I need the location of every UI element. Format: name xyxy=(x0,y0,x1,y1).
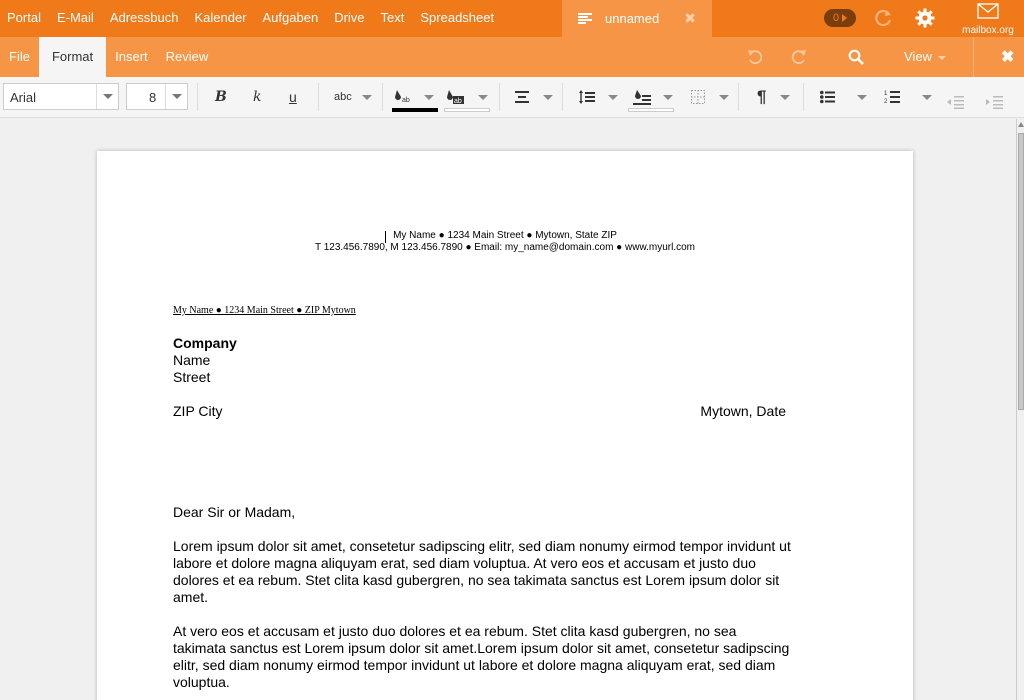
bullet-list-icon xyxy=(820,90,835,104)
svg-text:1: 1 xyxy=(884,91,888,97)
gear-icon[interactable] xyxy=(915,8,935,28)
app-portal[interactable]: Portal xyxy=(7,10,41,25)
svg-text:ab: ab xyxy=(454,98,462,105)
app-text[interactable]: Text xyxy=(380,10,405,25)
chevron-down-icon xyxy=(938,56,946,60)
divider xyxy=(803,83,804,111)
document-tab[interactable] xyxy=(562,0,712,37)
paragraph-fill-swatch xyxy=(628,108,674,112)
numbered-list-button[interactable] xyxy=(884,85,932,109)
chevron-right-icon xyxy=(842,14,847,22)
italic-button[interactable]: k xyxy=(253,89,262,105)
increase-indent-icon[interactable] xyxy=(986,90,1003,114)
tab-format[interactable]: Format xyxy=(39,37,106,77)
tab-review[interactable]: Review xyxy=(165,49,209,64)
tab-insert[interactable]: Insert xyxy=(115,49,148,64)
app-spreadsheet[interactable]: Spreadsheet xyxy=(420,10,495,25)
chevron-down-icon xyxy=(478,95,488,100)
tab-file[interactable]: File xyxy=(9,49,30,64)
recipient-street[interactable]: Street xyxy=(173,369,211,385)
font-size-value: 8 xyxy=(149,90,157,105)
bold-button[interactable]: B xyxy=(215,89,227,105)
app-calendar[interactable]: Kalender xyxy=(194,10,247,25)
view-label: View xyxy=(904,49,932,64)
body-paragraph-1[interactable]: Lorem ipsum dolor sit amet, consetetur sadipscing elitr, sed diam nonumy eirmod tempor invidunt ut labore et dolore magna aliquyam erat, sed diam voluptua. At vero eos et accusam et justo duo dolores et ea rebum. Stet clita kasd gubergren, no sea takimata sanctus est Lorem ipsum dolor sit amet. xyxy=(173,538,791,605)
close-tab-icon[interactable]: ✖ xyxy=(684,10,696,26)
undo-icon[interactable] xyxy=(746,48,764,66)
chevron-down-icon xyxy=(543,95,553,100)
font-family-select[interactable] xyxy=(3,83,119,110)
divider xyxy=(738,83,739,111)
document-page[interactable] xyxy=(97,151,913,700)
divider xyxy=(318,83,319,111)
strikethrough-menu-button[interactable] xyxy=(334,85,372,109)
divider xyxy=(973,37,974,77)
search-icon[interactable] xyxy=(848,49,864,65)
chevron-down-icon xyxy=(362,95,372,100)
chevron-down-icon xyxy=(663,95,673,100)
app-bar xyxy=(0,0,1024,37)
font-family-value: Arial xyxy=(10,90,37,105)
scrollbar-thumb[interactable] xyxy=(1018,133,1024,410)
chevron-down-icon xyxy=(857,95,867,100)
app-drive[interactable]: Drive xyxy=(334,10,365,25)
chevron-down-icon[interactable] xyxy=(165,84,187,109)
divider xyxy=(562,83,563,111)
close-document-button[interactable]: ✖ xyxy=(1001,49,1015,66)
document-workspace[interactable] xyxy=(0,119,1016,700)
view-menu-button[interactable] xyxy=(904,37,946,77)
text-color-swatch xyxy=(392,108,438,112)
recipient-zip-city[interactable]: ZIP City xyxy=(173,403,223,419)
sender-line[interactable]: My Name ● 1234 Main Street ● ZIP Mytown xyxy=(173,305,356,316)
svg-text:ab: ab xyxy=(402,97,410,104)
divider xyxy=(197,83,198,111)
recipient-name[interactable]: Name xyxy=(173,352,211,368)
highlight-color-swatch xyxy=(444,108,490,112)
redo-icon[interactable] xyxy=(790,48,808,66)
mailbox-logo[interactable] xyxy=(958,2,1018,36)
body-paragraph-2[interactable]: At vero eos et accusam et justo duo dolores et ea rebum. Stet clita kasd gubergren, no sea takimata sanctus est Lorem ipsum dolor sit amet.Lorem ipsum dolor sit amet, consetetur sadipscing elitr, sed diam nonumy eirmod tempor invidunt ut labore et dolore magna aliquyam erat, sed diam voluptua. xyxy=(173,623,790,690)
recipient-company[interactable]: Company xyxy=(173,335,237,351)
letterhead-line-2[interactable]: T 123.456.7890, M 123.456.7890 ● Email: my_name@domain.com ● www.myurl.com xyxy=(315,242,695,253)
envelope-logo-icon xyxy=(976,2,1000,20)
refresh-icon[interactable] xyxy=(873,8,893,28)
highlight-color-icon xyxy=(444,88,466,106)
svg-text:2: 2 xyxy=(884,99,888,105)
paragraph-fill-button[interactable] xyxy=(633,85,673,109)
bullet-list-button[interactable] xyxy=(820,85,867,109)
scroll-up-arrow-icon[interactable] xyxy=(1018,122,1024,127)
paragraph-alignment-button[interactable] xyxy=(515,85,553,109)
vertical-scrollbar[interactable] xyxy=(1016,119,1024,700)
notification-badge[interactable] xyxy=(824,9,856,27)
text-color-button[interactable] xyxy=(392,85,438,109)
format-toolbar xyxy=(0,77,1024,118)
paragraph-style-button[interactable] xyxy=(757,85,790,109)
borders-icon xyxy=(691,90,705,104)
letterhead-line-1[interactable]: My Name ● 1234 Main Street ● Mytown, State ZIP xyxy=(393,230,617,241)
strikethrough-label: abc xyxy=(334,91,352,103)
logo-text: mailbox.org xyxy=(962,25,1014,36)
highlight-color-button[interactable] xyxy=(444,85,490,109)
menu-bar xyxy=(0,37,1024,77)
font-size-select[interactable] xyxy=(126,83,188,110)
line-spacing-icon xyxy=(579,90,595,104)
document-tab-name: unnamed xyxy=(605,11,660,26)
underline-button[interactable]: u xyxy=(289,89,297,105)
chevron-down-icon[interactable] xyxy=(96,84,118,109)
place-date[interactable]: Mytown, Date xyxy=(700,403,786,419)
chevron-down-icon xyxy=(922,95,932,100)
chevron-down-icon xyxy=(608,95,618,100)
notification-count: 0 xyxy=(832,12,840,24)
chevron-down-icon xyxy=(719,95,729,100)
pilcrow-icon: ¶ xyxy=(757,87,767,106)
paragraph-fill-icon xyxy=(633,89,651,105)
divider xyxy=(499,83,500,111)
decrease-indent-icon[interactable] xyxy=(947,90,964,114)
document-icon xyxy=(578,13,592,25)
line-spacing-button[interactable] xyxy=(579,85,618,109)
borders-button[interactable] xyxy=(691,85,729,109)
salutation[interactable]: Dear Sir or Madam, xyxy=(173,504,296,520)
align-center-icon xyxy=(515,90,529,104)
app-email[interactable]: E-Mail xyxy=(56,10,94,25)
text-color-icon xyxy=(392,88,412,106)
chevron-down-icon xyxy=(780,95,790,100)
app-addressbook[interactable]: Adressbuch xyxy=(109,10,179,25)
app-tasks[interactable]: Aufgaben xyxy=(262,10,319,25)
numbered-list-icon xyxy=(884,89,900,105)
chevron-down-icon xyxy=(424,95,434,100)
divider xyxy=(382,83,383,111)
